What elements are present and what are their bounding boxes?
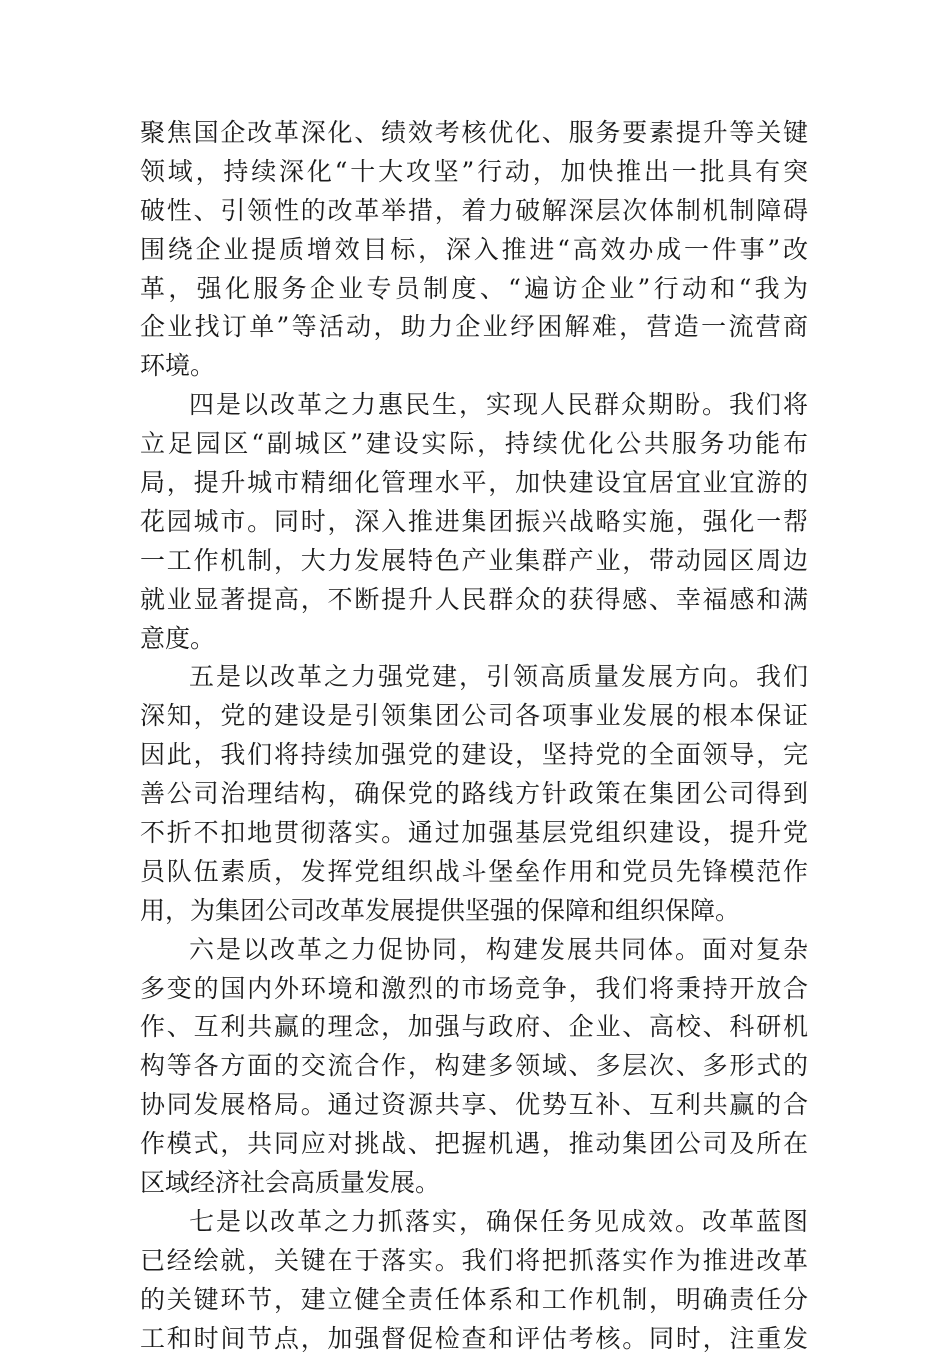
paragraph: [140, 114, 808, 386]
text-line: 构等各方面的交流合作，构建多领域、多层次、多形式的: [140, 1051, 808, 1081]
text-line: 因此，我们将持续加强党的建设，坚持党的全面领导，完: [140, 740, 808, 770]
text-line: 协同发展格局。通过资源共享、优势互补、互利共赢的合: [140, 1090, 808, 1120]
text-line: 员队伍素质，发挥党组织战斗堡垒作用和党员先锋模范作: [140, 856, 808, 886]
text-line: 工和时间节点，加强督促检查和评估考核。同时，注重发: [140, 1323, 808, 1353]
text-line: 善公司治理结构，确保党的路线方针政策在集团公司得到: [140, 779, 808, 809]
text-line: 四是以改革之力惠民生，实现人民群众期盼。我们将: [189, 390, 808, 420]
text-line: 就业显著提高，不断提升人民群众的获得感、幸福感和满: [140, 584, 808, 614]
text-line: 已经绘就，关键在于落实。我们将把抓落实作为推进改革: [140, 1245, 808, 1275]
text-line: 革，强化服务企业专员制度、“遍访企业”行动和“我为: [140, 273, 808, 303]
text-line: 一工作机制，大力发展特色产业集群产业，带动园区周边: [140, 545, 808, 575]
text-line: 五是以改革之力强党建，引领高质量发展方向。我们: [189, 662, 808, 692]
text-line: 环境。: [140, 351, 216, 381]
text-line: 的关键环节，建立健全责任体系和工作机制，明确责任分: [140, 1284, 808, 1314]
paragraph: [140, 658, 808, 930]
text-line: 作模式，共同应对挑战、把握机遇，推动集团公司及所在: [140, 1129, 808, 1159]
text-line: 不折不扣地贯彻落实。通过加强基层党组织建设，提升党: [140, 818, 808, 848]
paragraph: [140, 931, 808, 1203]
text-line: 领域，持续深化“十大攻坚”行动，加快推出一批具有突: [140, 156, 808, 186]
paragraph: [140, 1203, 808, 1359]
text-line: 作、互利共赢的理念，加强与政府、企业、高校、科研机: [140, 1012, 808, 1042]
text-line: 花园城市。同时，深入推进集团振兴战略实施，强化一帮: [140, 506, 808, 536]
text-line: 多变的国内外环境和激烈的市场竞争，我们将秉持开放合: [140, 973, 808, 1003]
text-line: 破性、引领性的改革举措，着力破解深层次体制机制障碍: [140, 195, 808, 225]
text-line: 区域经济社会高质量发展。: [140, 1168, 441, 1198]
text-line: 六是以改革之力促协同，构建发展共同体。面对复杂: [189, 934, 808, 964]
text-line: 意度。: [140, 623, 216, 653]
text-line: 七是以改革之力抓落实，确保任务见成效。改革蓝图: [189, 1206, 808, 1236]
text-line: 围绕企业提质增效目标，深入推进“高效办成一件事”改: [140, 234, 808, 264]
paragraph: [140, 386, 808, 658]
text-line: 企业找订单”等活动，助力企业纾困解难，营造一流营商: [140, 312, 808, 342]
text-line: 聚焦国企改革深化、绩效考核优化、服务要素提升等关键: [140, 118, 808, 147]
text-line: 局，提升城市精细化管理水平，加快建设宜居宜业宜游的: [140, 468, 808, 498]
text-line: 用，为集团公司改革发展提供坚强的保障和组织保障。: [140, 895, 741, 925]
document-page: [140, 114, 808, 1359]
text-line: 立足园区“副城区”建设实际，持续优化公共服务功能布: [140, 429, 808, 459]
text-line: 深知，党的建设是引领集团公司各项事业发展的根本保证: [140, 701, 808, 731]
